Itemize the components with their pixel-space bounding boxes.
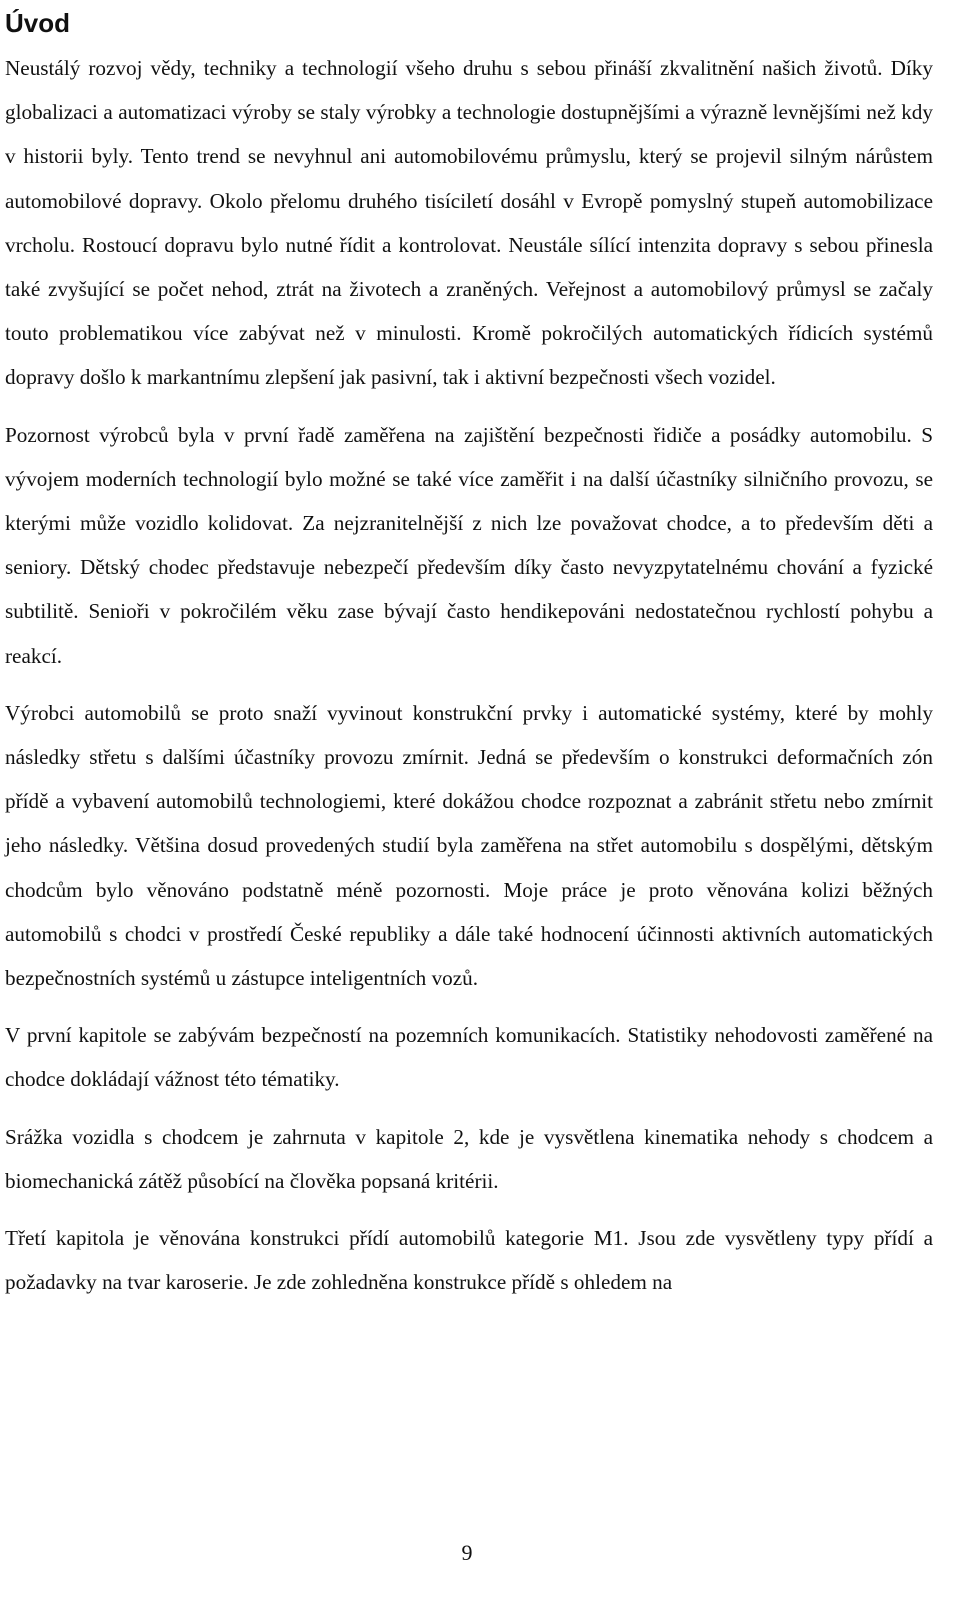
paragraph-introduction: Neustálý rozvoj vědy, techniky a technologií všeho druhu s sebou přináší zkvalitnění našich životů. Díky globalizaci a automatizaci výroby se staly výrobky a technologie dostupnějšími a výrazně levnějšími než kdy v historii byly. Tento trend se nevyhnul ani automobilovému průmyslu, který se projevil silným nárůstem automobilové dopravy. Okolo přelomu druhého tisíciletí dosáhl v Evropě pomyslný stupeň automobilizace vrcholu. Rostoucí dopravu bylo nutné řídit a kontrolovat. Neustále sílící intenzita dopravy s sebou přinesla také zvyšující se počet nehod, ztrát na životech a zraněných. Veřejnost a automobilový průmysl se začaly touto problematikou více zabývat než v minulosti. Kromě pokročilých automatických řídicích systémů dopravy došlo k markantnímu zlepšení jak pasivní, tak i aktivní bezpečnosti všech vozidel.: [5, 56, 933, 390]
paragraph-chapter-two: Srážka vozidla s chodcem je zahrnuta v kapitole 2, kde je vysvětlena kinematika nehody s chodcem a biomechanická zátěž působící na člověka popsaná kritérii.: [5, 1124, 933, 1193]
paragraph-manufacturers-effort: Výrobci automobilů se proto snaží vyvinout konstrukční prvky i automatické systémy, které by mohly následky střetu s dalšími účastníky provozu zmírnit. Jedná se především o konstrukci deformačních zón přídě a vybavení automobilů technologiemi, které dokážou chodce rozpoznat a zabránit střetu nebo zmírnit jeho následky. Většina dosud provedených studií byla zaměřena na střet automobilu s dospělými, dětským chodcům bylo věnováno podstatně méně pozornosti. Moje práce je proto věnována kolizi běžných automobilů s chodci v prostředí České republiky a dále také hodnocení účinnosti aktivních automatických bezpečnostních systémů u zástupce inteligentních vozů.: [5, 700, 933, 991]
section-heading: Úvod: [5, 8, 70, 38]
page-number: 9: [461, 1540, 473, 1565]
paragraph-manufacturers-attention: Pozornost výrobců byla v první řadě zaměřena na zajištění bezpečnosti řidiče a posádky automobilu. S vývojem moderních technologií bylo možné se také více zaměřit i na další účastníky silničního provozu, se kterými může vozidlo kolidovat. Za nejzranitelnější z nich lze považovat chodce, a to především děti a seniory. Dětský chodec představuje nebezpečí především díky často nevyzpytatelnému chování a fyzické subtilitě. Senioři v pokročilém věku zase bývají často hendikepováni nedostatečnou rychlostí pohybu a reakcí.: [5, 422, 933, 668]
paragraph-chapter-three: Třetí kapitola je věnována konstrukci přídí automobilů kategorie M1. Jsou zde vysvětleny typy přídí a požadavky na tvar karoserie. Je zde zohledněna konstrukce přídě s ohledem na: [5, 1226, 933, 1295]
document-page: [5, 0, 933, 1304]
paragraph-chapter-one: V první kapitole se zabývám bezpečností na pozemních komunikacích. Statistiky nehodovosti zaměřené na chodce dokládají vážnost této tématiky.: [5, 1023, 933, 1092]
